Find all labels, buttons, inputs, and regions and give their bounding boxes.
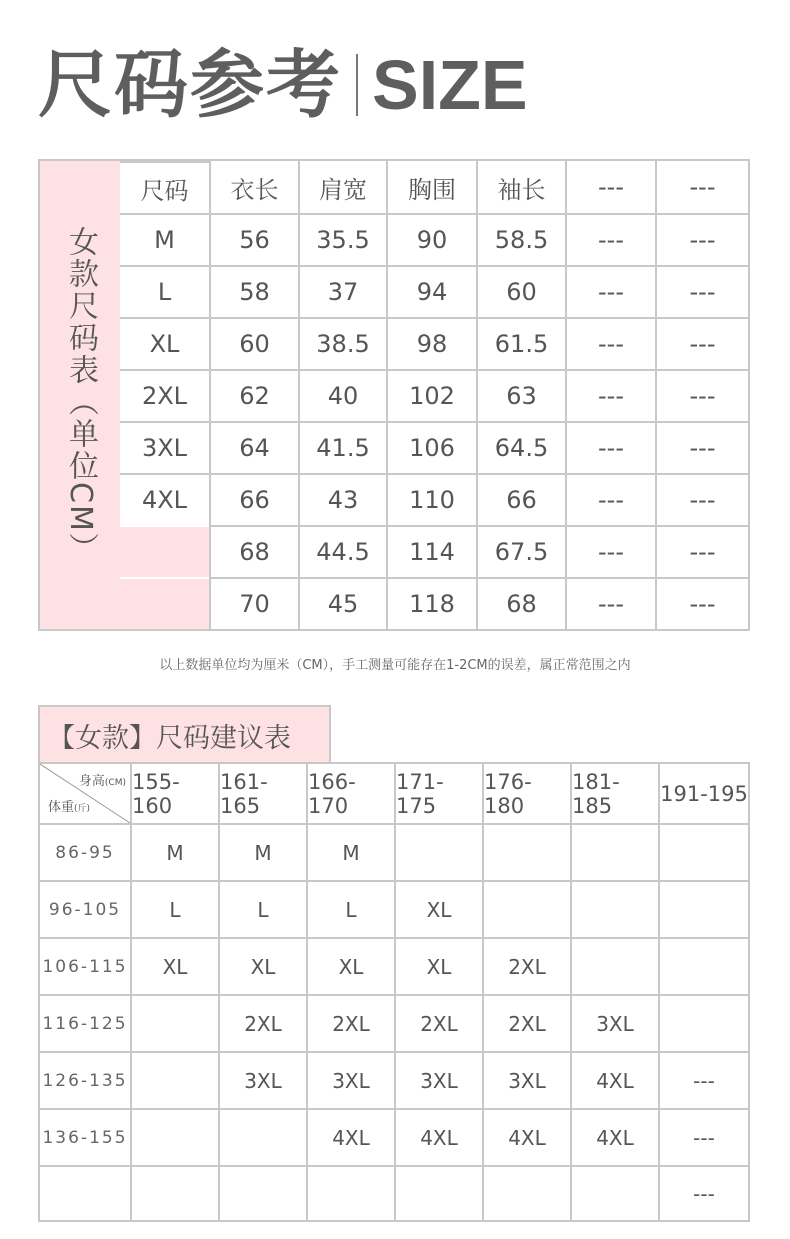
size-header-cell: 肩宽 <box>298 161 386 213</box>
weight-cell: 86-95 <box>40 823 130 880</box>
recommend-size-cell <box>218 1108 306 1165</box>
size-table <box>38 159 750 631</box>
size-header-cell: 尺码 <box>120 161 209 213</box>
size-value-cell: 56 <box>209 213 298 265</box>
weight-cell: 116-125 <box>40 994 130 1051</box>
recommend-size-cell <box>130 994 218 1051</box>
size-value-cell: 41.5 <box>298 421 386 473</box>
size-value-cell: 118 <box>386 577 476 629</box>
recommend-size-cell <box>658 823 748 880</box>
recommend-size-cell <box>658 937 748 994</box>
recommend-size-cell: 3XL <box>482 1051 570 1108</box>
recommend-size-cell <box>658 994 748 1051</box>
height-header-cell: 176-180 <box>482 764 570 823</box>
size-value-cell: 63 <box>476 369 565 421</box>
recommend-size-cell <box>218 1165 306 1220</box>
weight-cell: 96-105 <box>40 880 130 937</box>
size-value-cell: 102 <box>386 369 476 421</box>
title-english: SIZE <box>372 46 528 124</box>
recommend-size-cell: M <box>218 823 306 880</box>
size-value-cell: 64.5 <box>476 421 565 473</box>
side-label-text: 女款尺码表（单位CM） <box>63 225 98 565</box>
recommend-size-cell <box>570 937 658 994</box>
size-value-cell: 70 <box>209 577 298 629</box>
size-value-cell: --- <box>565 213 655 265</box>
size-value-cell: 68 <box>476 577 565 629</box>
size-header-cell: --- <box>655 161 748 213</box>
recommend-size-cell <box>482 880 570 937</box>
size-value-cell: 44.5 <box>298 525 386 577</box>
recommend-size-cell: 3XL <box>394 1051 482 1108</box>
recommend-size-cell: 3XL <box>306 1051 394 1108</box>
size-value-cell: 68 <box>209 525 298 577</box>
size-grid <box>120 161 748 629</box>
recommend-size-cell: --- <box>658 1051 748 1108</box>
corner-height-label <box>79 770 126 789</box>
recommend-size-cell <box>570 823 658 880</box>
size-name-cell: 3XL <box>120 421 209 473</box>
recommend-size-cell: 2XL <box>394 994 482 1051</box>
size-header-cell: --- <box>565 161 655 213</box>
size-value-cell: 58.5 <box>476 213 565 265</box>
recommend-size-cell <box>130 1051 218 1108</box>
recommend-size-cell <box>482 1165 570 1220</box>
height-header-cell: 161-165 <box>218 764 306 823</box>
recommend-size-cell <box>394 1165 482 1220</box>
recommend-size-cell <box>570 1165 658 1220</box>
height-header-cell: 166-170 <box>306 764 394 823</box>
size-name-cell: L <box>120 265 209 317</box>
recommend-size-cell: 4XL <box>306 1108 394 1165</box>
recommend-size-cell: 2XL <box>306 994 394 1051</box>
weight-cell: 136-155 <box>40 1108 130 1165</box>
size-value-cell: 66 <box>476 473 565 525</box>
size-value-cell: 98 <box>386 317 476 369</box>
size-value-cell: 58 <box>209 265 298 317</box>
size-name-cell: 4XL <box>120 473 209 525</box>
size-value-cell: --- <box>655 317 748 369</box>
recommend-size-cell <box>394 823 482 880</box>
recommend-size-cell <box>658 880 748 937</box>
recommend-size-cell: 4XL <box>570 1051 658 1108</box>
weight-cell: 106-115 <box>40 937 130 994</box>
height-header-cell: 171-175 <box>394 764 482 823</box>
size-value-cell: --- <box>565 525 655 577</box>
recommend-grid <box>40 764 748 1220</box>
size-value-cell: 94 <box>386 265 476 317</box>
recommend-size-cell: XL <box>130 937 218 994</box>
size-value-cell: 62 <box>209 369 298 421</box>
size-value-cell: 43 <box>298 473 386 525</box>
recommend-size-cell: 3XL <box>570 994 658 1051</box>
size-value-cell: --- <box>655 473 748 525</box>
size-value-cell: 45 <box>298 577 386 629</box>
size-value-cell: 106 <box>386 421 476 473</box>
corner-weight-label <box>48 796 90 815</box>
recommend-size-cell: M <box>130 823 218 880</box>
size-value-cell: --- <box>565 369 655 421</box>
recommend-size-cell: L <box>306 880 394 937</box>
size-value-cell: --- <box>655 213 748 265</box>
size-value-cell: 35.5 <box>298 213 386 265</box>
recommend-size-cell: 3XL <box>218 1051 306 1108</box>
recommend-size-cell: 4XL <box>482 1108 570 1165</box>
corner-weight-unit: (斤) <box>74 804 91 814</box>
page-title <box>38 40 528 130</box>
recommend-table <box>38 762 750 1222</box>
measurement-note: 以上数据单位均为厘米（CM），手工测量可能存在1-2CM的误差，属正常范围之内 <box>159 658 631 673</box>
recommend-size-cell <box>130 1108 218 1165</box>
recommend-size-cell <box>570 880 658 937</box>
corner-weight-text: 体重 <box>48 800 75 815</box>
size-value-cell: 110 <box>386 473 476 525</box>
size-value-cell: --- <box>655 369 748 421</box>
height-header-cell: 181-185 <box>570 764 658 823</box>
height-header-cell: 155-160 <box>130 764 218 823</box>
recommend-size-cell: L <box>130 880 218 937</box>
size-value-cell: --- <box>655 577 748 629</box>
size-value-cell: --- <box>565 473 655 525</box>
recommend-size-cell: 2XL <box>218 994 306 1051</box>
size-value-cell: 38.5 <box>298 317 386 369</box>
size-value-cell: --- <box>565 577 655 629</box>
size-value-cell: --- <box>655 265 748 317</box>
recommend-size-cell: XL <box>218 937 306 994</box>
recommend-size-cell: 2XL <box>482 937 570 994</box>
size-value-cell: 40 <box>298 369 386 421</box>
recommend-size-cell: L <box>218 880 306 937</box>
recommend-size-cell: XL <box>394 937 482 994</box>
size-table-side-label <box>40 161 120 629</box>
size-value-cell: 90 <box>386 213 476 265</box>
recommend-size-cell: 2XL <box>482 994 570 1051</box>
weight-cell <box>40 1165 130 1220</box>
recommend-size-cell: M <box>306 823 394 880</box>
size-value-cell: 61.5 <box>476 317 565 369</box>
size-name-cell <box>120 577 209 629</box>
corner-height-text: 身高 <box>78 774 105 789</box>
size-value-cell: 64 <box>209 421 298 473</box>
size-header-cell: 袖长 <box>476 161 565 213</box>
height-header-cell: 191-195 <box>658 764 748 823</box>
size-header-cell: 胸围 <box>386 161 476 213</box>
recommend-size-cell <box>482 823 570 880</box>
recommend-size-cell: 4XL <box>570 1108 658 1165</box>
recommend-size-cell: XL <box>306 937 394 994</box>
size-value-cell: 67.5 <box>476 525 565 577</box>
size-value-cell: 66 <box>209 473 298 525</box>
weight-cell: 126-135 <box>40 1051 130 1108</box>
recommend-size-cell: XL <box>394 880 482 937</box>
size-value-cell: --- <box>655 421 748 473</box>
recommend-size-cell: --- <box>658 1165 748 1220</box>
recommend-size-cell <box>306 1165 394 1220</box>
size-value-cell: 60 <box>476 265 565 317</box>
size-header-cell: 衣长 <box>209 161 298 213</box>
title-chinese: 尺码参考 <box>38 42 342 128</box>
size-value-cell: --- <box>565 421 655 473</box>
recommend-table-tab: 【女款】尺码建议表 <box>38 705 331 763</box>
size-value-cell: 114 <box>386 525 476 577</box>
size-value-cell: --- <box>565 265 655 317</box>
corner-header <box>40 764 130 823</box>
recommend-size-cell: --- <box>658 1108 748 1165</box>
size-value-cell: 37 <box>298 265 386 317</box>
size-name-cell: M <box>120 213 209 265</box>
size-name-cell: 2XL <box>120 369 209 421</box>
recommend-size-cell <box>130 1165 218 1220</box>
corner-height-unit: (CM) <box>104 778 126 788</box>
size-name-cell: XL <box>120 317 209 369</box>
size-value-cell: --- <box>565 317 655 369</box>
size-name-cell <box>120 525 209 577</box>
size-value-cell: 60 <box>209 317 298 369</box>
recommend-size-cell: 4XL <box>394 1108 482 1165</box>
title-divider <box>356 54 358 116</box>
size-value-cell: --- <box>655 525 748 577</box>
